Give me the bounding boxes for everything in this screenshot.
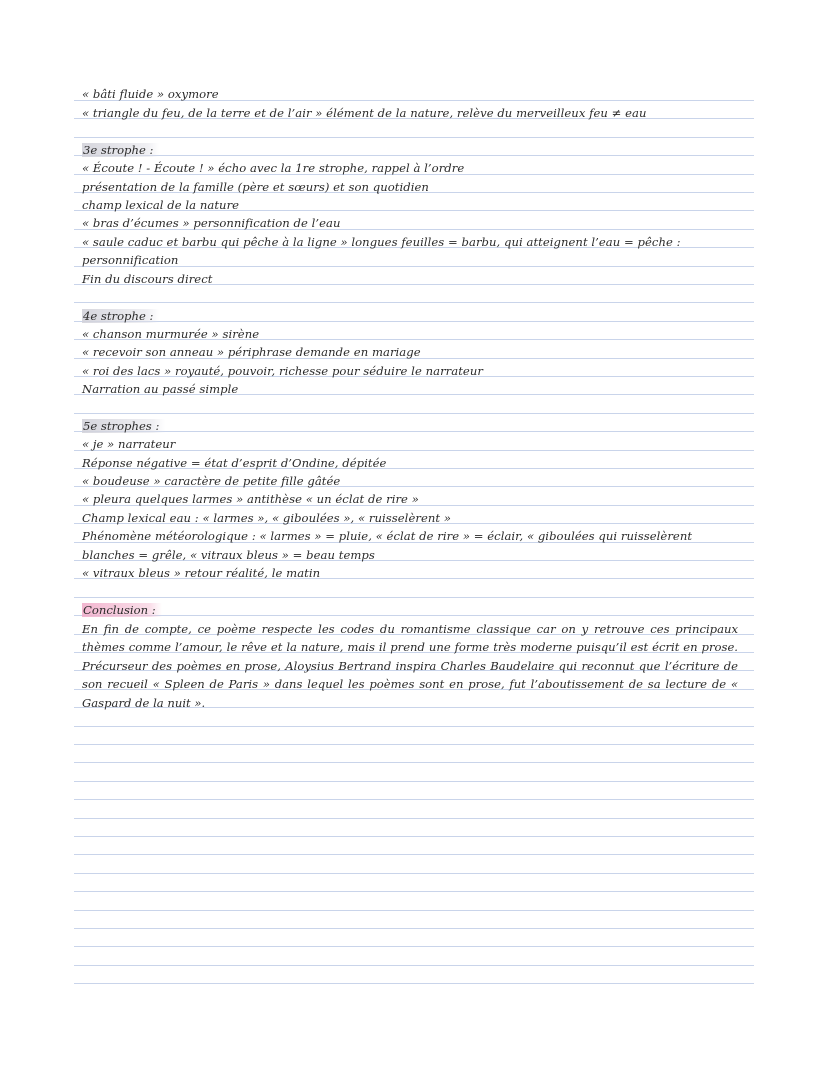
rule-line: [74, 302, 754, 303]
heading-highlight: 5e strophes :: [82, 419, 165, 433]
section-heading-strophe3: [82, 143, 159, 157]
note-line: « boudeuse » caractère de petite fille gâtée: [82, 474, 341, 488]
note-line: Narration au passé simple: [82, 382, 239, 396]
note-line: présentation de la famille (père et sœurs) et son quotidien: [82, 180, 429, 194]
heading-highlight: Conclusion :: [82, 603, 162, 617]
rule-line: [74, 781, 754, 782]
note-line: « bras d’écumes » personnification de l’eau: [82, 216, 341, 230]
rule-line: [74, 321, 754, 322]
note-line: « recevoir son anneau » périphrase demande en mariage: [82, 345, 421, 359]
note-line: « Écoute ! - Écoute ! » écho avec la 1re strophe, rappel à l’ordre: [82, 161, 465, 175]
conclusion-paragraph: En fin de compte, ce poème respecte les codes du romantisme classique car on y retrouve ces principaux thèmes comme l’amour, le rêve et la nature, mais il prend une forme très moderne puisqu’il est écrit en prose. Précurseur des poèmes en prose, Aloysius Bertrand inspira Charles Baudelaire qui reconnut que l’écriture de son recueil « Spleen de Paris » dans lequel les poèmes sont en prose, fut l’aboutissement de sa lecture de « Gaspard de la nuit ».: [82, 622, 738, 710]
rule-line: [74, 910, 754, 911]
rule-line: [74, 965, 754, 966]
note-line: blanches = grêle, « vitraux bleus » = beau temps: [82, 548, 375, 562]
rule-line: [74, 762, 754, 763]
heading-highlight: 4e strophe :: [82, 309, 159, 323]
rule-line: [74, 946, 754, 947]
rule-line: [74, 836, 754, 837]
rule-line: [74, 983, 754, 984]
note-line: Phénomène météorologique : « larmes » = pluie, « éclat de rire » = éclair, « giboulées qui ruisselèrent: [82, 529, 693, 543]
rule-line: [74, 818, 754, 819]
heading-highlight: 3e strophe :: [82, 143, 159, 157]
rule-line: [74, 431, 754, 432]
note-line: Réponse négative = état d’esprit d’Ondine, dépitée: [82, 456, 387, 470]
note-line: « saule caduc et barbu qui pêche à la ligne » longues feuilles = barbu, qui atteignent l’eau = pêche :: [82, 235, 681, 249]
rule-line: [74, 744, 754, 745]
note-line: « bâti fluide » oxymore: [82, 87, 219, 101]
note-line: « pleura quelques larmes » antithèse « un éclat de rire »: [82, 492, 419, 506]
note-line: « roi des lacs » royauté, pouvoir, richesse pour séduire le narrateur: [82, 364, 483, 378]
rule-line: [74, 854, 754, 855]
rule-line: [74, 137, 754, 138]
note-line: champ lexical de la nature: [82, 198, 240, 212]
rule-line: [74, 799, 754, 800]
rule-line: [74, 928, 754, 929]
note-line: personnification: [82, 253, 179, 267]
note-line: « chanson murmurée » sirène: [82, 327, 260, 341]
rule-line: [74, 615, 754, 616]
section-heading-strophe5: [82, 419, 165, 433]
section-heading-conclusion: [82, 603, 162, 617]
section-heading-strophe4: [82, 309, 159, 323]
rule-line: [74, 413, 754, 414]
rule-line: [74, 873, 754, 874]
note-line: Fin du discours direct: [82, 272, 213, 286]
rule-line: [74, 891, 754, 892]
note-line: « triangle du feu, de la terre et de l’air » élément de la nature, relève du merveilleux feu ≠ eau: [82, 106, 647, 120]
rule-line: [74, 726, 754, 727]
note-line: Champ lexical eau : « larmes », « giboulées », « ruisselèrent »: [82, 511, 451, 525]
note-line: « vitraux bleus » retour réalité, le matin: [82, 566, 321, 580]
rule-line: [74, 155, 754, 156]
rule-line: [74, 597, 754, 598]
note-line: « je » narrateur: [82, 437, 176, 451]
